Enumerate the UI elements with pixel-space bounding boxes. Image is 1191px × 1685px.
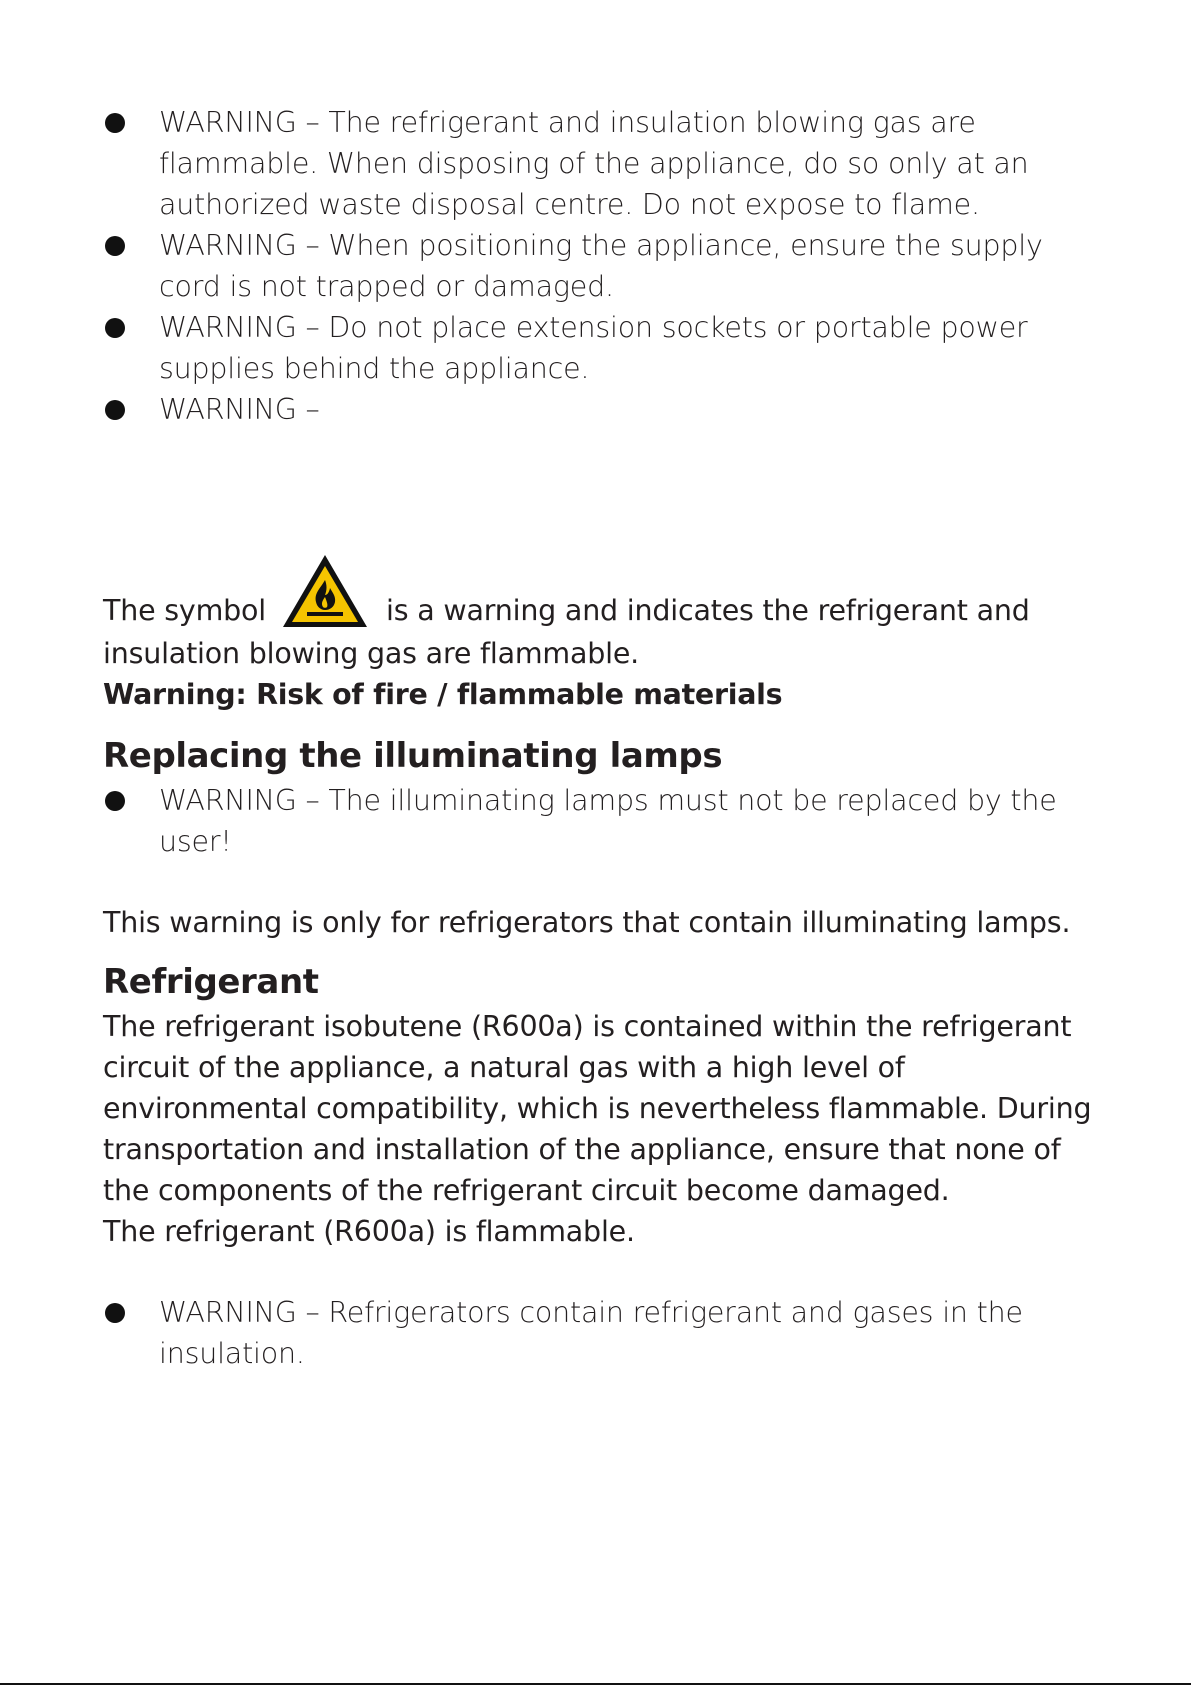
lamps-warning-list bbox=[103, 780, 1103, 862]
symbol-sentence bbox=[103, 552, 1030, 631]
section-heading-lamps: Replacing the illuminating lamps bbox=[103, 736, 723, 776]
symbol-text-after: is a warning and indicates the refrigerant and bbox=[386, 594, 1030, 627]
warning-text: WARNING – Refrigerators contain refrigerant and gases in the insulation. bbox=[159, 1296, 1023, 1370]
list-item bbox=[103, 102, 1049, 225]
fire-risk-warning: Warning: Risk of fire / flammable materials bbox=[103, 678, 783, 711]
bullet-icon bbox=[105, 113, 125, 133]
list-item bbox=[103, 225, 1049, 307]
warning-text: WARNING – When positioning the appliance, ensure the supply cord is not trapped or damaged. bbox=[159, 229, 1043, 303]
refrigerant-flammable-note: The refrigerant (R600a) is flammable. bbox=[103, 1215, 635, 1248]
symbol-sentence-continuation: insulation blowing gas are flammable. bbox=[103, 637, 640, 670]
flammable-warning-icon bbox=[280, 552, 370, 630]
list-item bbox=[103, 389, 1049, 430]
top-warning-list bbox=[103, 102, 1103, 430]
bullet-icon bbox=[105, 791, 125, 811]
lamps-note: This warning is only for refrigerators that contain illuminating lamps. bbox=[103, 906, 1071, 939]
bullet-icon bbox=[105, 236, 125, 256]
list-item bbox=[103, 1292, 1059, 1374]
refrigerant-paragraph: The refrigerant isobutene (R600a) is contained within the refrigerant circuit of the appliance, a natural gas with a high level of environmental compatibility, which is nevertheless flammable. During transportation and installation of the appliance, ensure that none of the components of the refrigerant circuit become damaged. bbox=[103, 1010, 1092, 1207]
bullet-icon bbox=[105, 318, 125, 338]
refrigerant-warning-list bbox=[103, 1292, 1103, 1374]
warning-text: WARNING – bbox=[159, 393, 320, 426]
bullet-icon bbox=[105, 400, 125, 420]
symbol-text-before: The symbol bbox=[103, 594, 266, 627]
bullet-icon bbox=[105, 1303, 125, 1323]
list-item bbox=[103, 307, 1049, 389]
section-heading-refrigerant: Refrigerant bbox=[103, 962, 319, 1002]
warning-text: WARNING – The refrigerant and insulation blowing gas are flammable. When disposing of the appliance, do so only at an authorized waste disposal centre. Do not expose to flame. bbox=[159, 106, 1029, 221]
list-item bbox=[103, 780, 1059, 862]
warning-text: WARNING – Do not place extension sockets or portable power supplies behind the appliance. bbox=[159, 311, 1028, 385]
warning-text: WARNING – The illuminating lamps must not be replaced by the user! bbox=[159, 784, 1057, 858]
